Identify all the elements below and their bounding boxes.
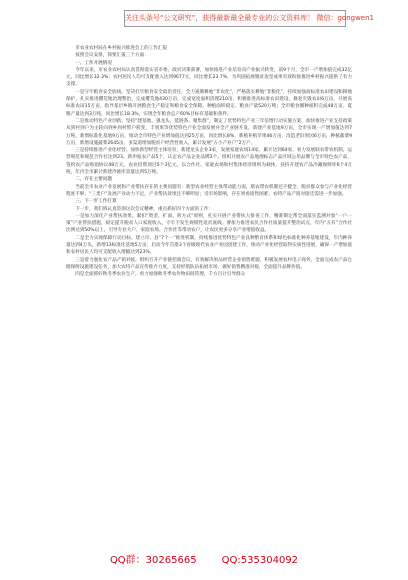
section-heading-2: 二、存在主要问题 xyxy=(75,177,112,183)
paragraph: 今年以来，市农业农村局认真贯彻落实省市委、政府决策部署，加快推进产业培育向产业振兴转变，前9个月，全市一产增加值完成32亿元，同比增长32.3%；农村居民人均可支配收入达到9677元，同比增长23.7%，为巩固拓展脱贫攻坚成果有效衔接推进乡村振兴提供了有力支撑。 xyxy=(66,67,352,88)
promo-banner-text: 关注头条号“公文研究”，获得最新最全最专业的公文资料库！ 微信：gongwen1 xyxy=(125,14,375,22)
footer-qq-number: QQ:535304092 xyxy=(221,555,299,566)
paragraph: 三是持续推进产业化经营。加快新型经营主体培育，新建龙头企业3家，发展家庭农场14家，累计达到64家，看力发展联农带农机制，运营规范和规范合作社达到23。新申报农产品5个，认定农产品企业品牌3个。组织开展农产品地理标志产品区域公用品牌与全市特色农产品，签约农产品购销协议48万元。农业投资项目5个3亿元。以合作社、家庭农场和村集体经济组织为载体，扶持开建农产品冷藏保鲜库6个4万吨，年内全市累计新建冷链库容量达到5万吨。 xyxy=(66,148,352,176)
paragraph: 一是加力深化产业帮扶效果。紧扣“资金、扩面、转方式”原则，扎实开展产业帮扶大排查工作，精准制定帮全面落实监测对象“一户一策”产业帮扶措施，稳定提升脱贫人口家庭收入，守牢不发生规模性返贫底线。要加力推进农民合作社质量提升整治试点，年内“五有”合作社比例达到50%以上，引导专业大户、家庭农场、合作社等带动农户，让农民更多分享产业增值收益。 xyxy=(66,213,352,234)
paragraph: 二是全力实现保障行动目标。建立市、县“7个一”推进机制，持续推进优势特色产业良种繁育体系和绿色标准化种养基地建设，年内种养量达到4万头，新增13标准化基地5万亩；启动今年首批3个省级现代农业产业园创建工作，推动产业化经营取得实质性进展，确保一产增加值和农村居民人均可支配收入增幅达到23%。 xyxy=(66,235,352,256)
paragraph: 四是全面抓好秋冬季农业生产。看力加强秋冬季农作物田间管理，千方百计引导群众 xyxy=(75,272,246,278)
paragraph: 下一步，我们将认真贯彻这次会议精神，重点抓好四个方面的工作： xyxy=(75,206,214,212)
footer-contact xyxy=(0,548,408,564)
section-heading-1: 一、工作开展情况 xyxy=(75,60,112,66)
paragraph: 二是推动特色产业创新。坚持“建基地、强龙头、延链条、聚集群”，制定了优势特色产业三年倍增行动实施方案，加快推进产业支持政策从到村到户为主转向到乡到村带户转变，丰果果等优势特色产业全面发展并全产业链开发，新建产业基地9万亩，全市实现一产增加值达到7万吨，新增标准化基地9万亩，推动全市特色产业增加值达到25万亩，同比增长8%，新植补植苹果46万亩，改造老旧果园6万亩，种植蔬菜9万亩，新增设施蔬菜2645亩。多渠道增加脱贫户经营性收入，累计发展“五小产业户”2万户。 xyxy=(66,118,352,146)
paragraph: 一是守牢粮食安全底线。坚决扛牢粮食安全政治责任，全力遏制耕地“非农化”，严格落实耕地“非粮化”，持续加强高标准农田建设和耕地保护，扎实推进撂荒地治理整治，完成撂荒地430万亩，完成宽度面积清理210亩，积极推进高标准农田建设，修复灾毁农田6万亩，开展高标准农田15万亩，指导基层乡镇开展粮食生产稳定和粮食安全保障，种植面积稳定、粮食产量520万吨；全市粮食播种面积完成48万亩，夏粮产量达到3万吨，同比增长18.3%，实现全年粮食总产60%目标有基础和条件。 xyxy=(66,89,352,117)
section-heading-3: 三、下一步工作打算 xyxy=(75,199,117,205)
document-body xyxy=(66,45,352,536)
promo-banner xyxy=(124,10,375,27)
paragraph: 当前全市农业产业发展和产业帮扶存在的主要问题有：新型农业经营主体带动能力弱，联农带农机制还不健全，脱贫群众参与产业化经营程度不够；“三类户”发展产业动力不足，产业帮扶效果还不够明显；受市场影响，存在果看销售困难，农特产品产销对接还需进一步加强。 xyxy=(66,184,352,197)
footer-qq-group: QQ群：30265665 xyxy=(109,555,197,566)
document-salutation: 按照会议安排，简要汇报三个方面： xyxy=(75,53,149,59)
paragraph: 三是着力强化农产品产销对接。组织召开产业链招商会议，有效解决果品经营企业销售难题，积极发展农村电子商务，全面完成农产品仓储保鲜设施建设任务，加大农特产品宣传推介力度，支持经销队伍拓展市场，做好销售精准对接，全面提升品牌价值。 xyxy=(66,257,352,270)
document-title: 市农业农村局在乡村振兴推进会上的工作汇报 xyxy=(75,46,168,51)
